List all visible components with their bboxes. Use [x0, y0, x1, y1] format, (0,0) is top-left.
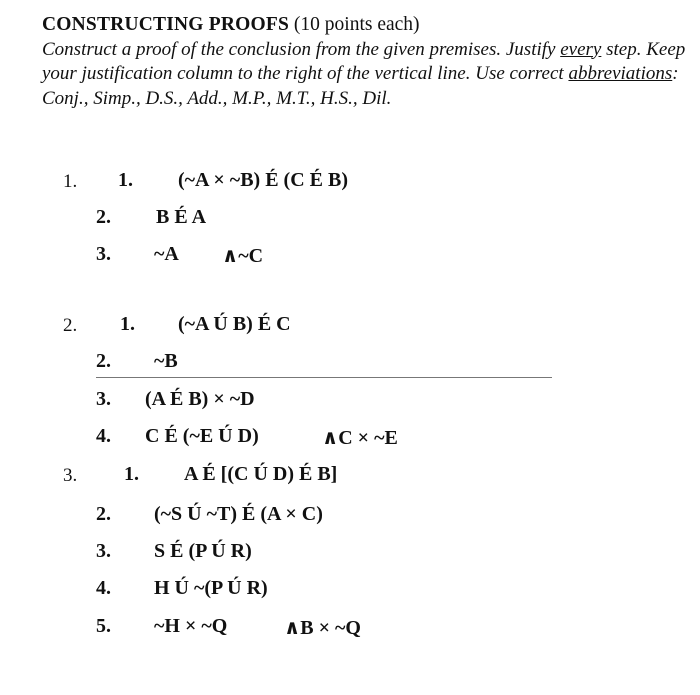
section-title-bold: CONSTRUCTING PROOFS: [42, 14, 290, 35]
section-title-points: (10 points each): [289, 14, 420, 35]
premise: S É (P Ú R): [154, 540, 252, 562]
premise: (~A × ~B) É (C É B): [178, 169, 348, 191]
instructions-every: every: [560, 38, 602, 60]
line-number: 1.: [124, 463, 139, 485]
instructions-text: [42, 38, 692, 112]
line-number: 2.: [96, 503, 111, 525]
problem-number: 2.: [63, 315, 78, 336]
instructions-part-1: Construct a proof of the conclusion from the given premises. Justify: [42, 38, 561, 60]
premise: ~A: [154, 243, 179, 265]
premise: (~A Ú B) É C: [178, 313, 291, 335]
premise: ~H × ~Q: [154, 615, 228, 637]
premise: H Ú ~(P Ú R): [154, 577, 268, 599]
conclusion: ∧~C: [222, 245, 264, 267]
instructions-abbreviations: abbreviations: [568, 63, 673, 84]
line-number: 4.: [96, 425, 111, 447]
premise: C É (~E Ú D): [145, 425, 259, 447]
line-number: 3.: [96, 388, 111, 410]
line-number: 3.: [96, 243, 111, 265]
line-number: 2.: [96, 350, 111, 372]
section-title: [42, 13, 692, 38]
line-number: 4.: [96, 577, 111, 599]
line-number: 1.: [120, 313, 135, 335]
line-number: 3.: [96, 540, 111, 562]
line-number: 2.: [96, 206, 111, 228]
premise: (~S Ú ~T) É (A × C): [154, 503, 323, 525]
premise: A É [(C Ú D) É B]: [184, 463, 338, 485]
premise: B É A: [156, 206, 207, 228]
conclusion: ∧C × ~E: [322, 427, 398, 449]
instructions-block: [42, 13, 692, 111]
conclusion: ∧B × ~Q: [284, 617, 361, 639]
problem-number: 1.: [63, 171, 78, 192]
line-number: 5.: [96, 615, 111, 637]
conclusion-divider-line: [96, 377, 552, 378]
premise: (A É B) × ~D: [145, 388, 255, 410]
instructions-part-3: : Conj., Simp., D.S., Add., M.P., M.T., H.S., Dil.: [42, 63, 679, 109]
line-number: 1.: [118, 169, 133, 191]
instructions-part-2: step. Keep your justification column to the right of the vertical line. Use correct: [42, 38, 686, 84]
problem-number: 3.: [63, 465, 78, 486]
premise: ~B: [154, 350, 178, 372]
